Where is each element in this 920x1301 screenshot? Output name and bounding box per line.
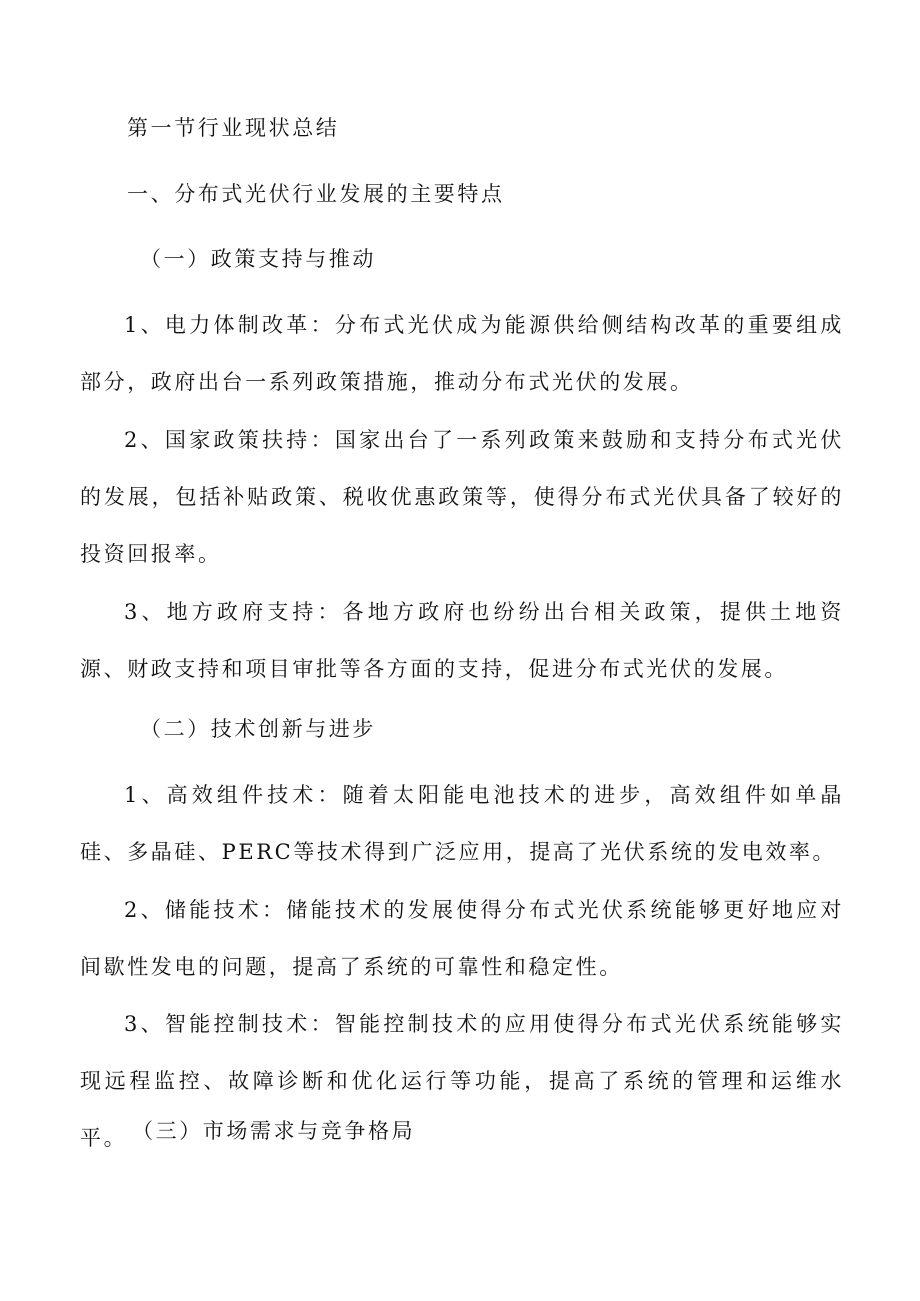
paragraph-national-policy: 2、国家政策扶持：国家出台了一系列政策来鼓励和支持分布式光伏的发展，包括补贴政策、税收优惠政策等，使得分布式光伏具备了较好的投资回报率。 xyxy=(80,428,844,566)
subheading-policy: （一）政策支持与推动 xyxy=(140,247,376,271)
subheading-technology: （二）技术创新与进步 xyxy=(140,717,376,741)
paragraph-smart-control: 3、智能控制技术：智能控制技术的应用使得分布式光伏系统能够实现远程监控、故障诊断和优化运行等功能，提高了系统的管理和运维水平。 xyxy=(80,1012,844,1150)
paragraph-efficient-modules: 1、高效组件技术：随着太阳能电池技术的进步，高效组件如单晶硅、多晶硅、PERC等技术得到广泛应用，提高了光伏系统的发电效率。 xyxy=(80,783,844,864)
paragraph-power-reform: 1、电力体制改革：分布式光伏成为能源供给侧结构改革的重要组成部分，政府出台一系列政策措施，推动分布式光伏的发展。 xyxy=(80,313,844,394)
heading-1: 一、分布式光伏行业发展的主要特点 xyxy=(127,182,505,206)
subheading-market: （三）市场需求与竞争格局 xyxy=(132,1119,416,1143)
paragraph-energy-storage: 2、储能技术：储能技术的发展使得分布式光伏系统能够更好地应对间歇性发电的问题，提高了系统的可靠性和稳定性。 xyxy=(80,898,844,979)
paragraph-local-support: 3、地方政府支持：各地方政府也纷纷出台相关政策，提供土地资源、财政支持和项目审批等各方面的支持，促进分布式光伏的发展。 xyxy=(80,600,844,681)
section-title: 第一节行业现状总结 xyxy=(127,116,340,140)
